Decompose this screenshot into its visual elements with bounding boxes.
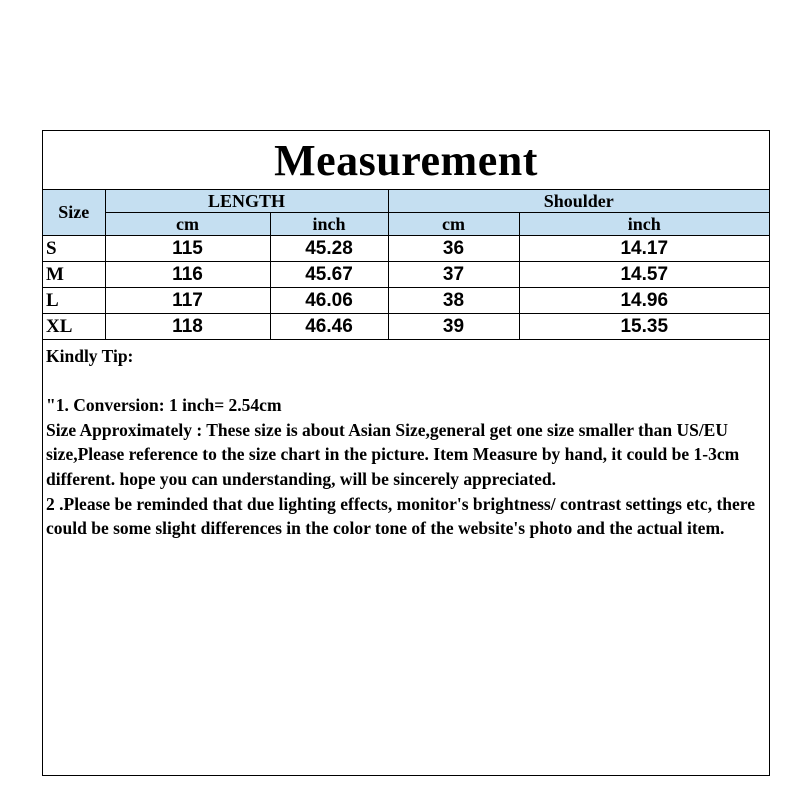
shoulder-group-header: Shoulder [388,190,769,213]
length-cm-cell: 117 [105,288,270,314]
table-row [43,288,769,314]
unit-header: cm [388,213,519,236]
shoulder-inch-cell: 14.57 [519,262,769,288]
length-cm-cell: 115 [105,236,270,262]
length-cm-cell: 116 [105,262,270,288]
size-chart-sheet [42,130,770,776]
page-title: Measurement [43,131,769,190]
shoulder-cm-cell: 37 [388,262,519,288]
length-inch-cell: 45.28 [270,236,388,262]
tips-section [43,340,769,541]
size-label: S [43,236,105,262]
shoulder-cm-cell: 38 [388,288,519,314]
size-table [43,190,769,340]
size-label: XL [43,314,105,340]
length-group-header: LENGTH [105,190,388,213]
header-row-units [43,213,769,236]
size-label: M [43,262,105,288]
unit-header: inch [270,213,388,236]
shoulder-cm-cell: 39 [388,314,519,340]
shoulder-inch-cell: 14.96 [519,288,769,314]
size-approx-note: Size Approximately : These size is about Asian Size,general get one size smaller than US/EU size,Please reference to the size chart in the picture. Item Measure by hand, it could be 1-3cm different. hope you can understanding, will be sincerely appreciated. [46,419,740,489]
table-row [43,314,769,340]
shoulder-inch-cell: 14.17 [519,236,769,262]
size-column-header: Size [43,190,105,236]
unit-header: cm [105,213,270,236]
table-row [43,236,769,262]
tips-heading: Kindly Tip: [46,346,134,366]
conversion-note: "1. Conversion: 1 inch= 2.54cm [46,395,282,416]
color-tone-note: 2 .Please be reminded that due lighting effects, monitor's brightness/ contrast settings etc, there could be some slight differences in the color tone of the website's photo and the actual item. [46,493,755,539]
shoulder-cm-cell: 36 [388,236,519,262]
length-inch-cell: 46.06 [270,288,388,314]
header-row-groups [43,190,769,213]
unit-header: inch [519,213,769,236]
spacer [46,369,765,394]
shoulder-inch-cell: 15.35 [519,314,769,340]
length-inch-cell: 46.46 [270,314,388,340]
length-inch-cell: 45.67 [270,262,388,288]
length-cm-cell: 118 [105,314,270,340]
table-row [43,262,769,288]
size-label: L [43,288,105,314]
